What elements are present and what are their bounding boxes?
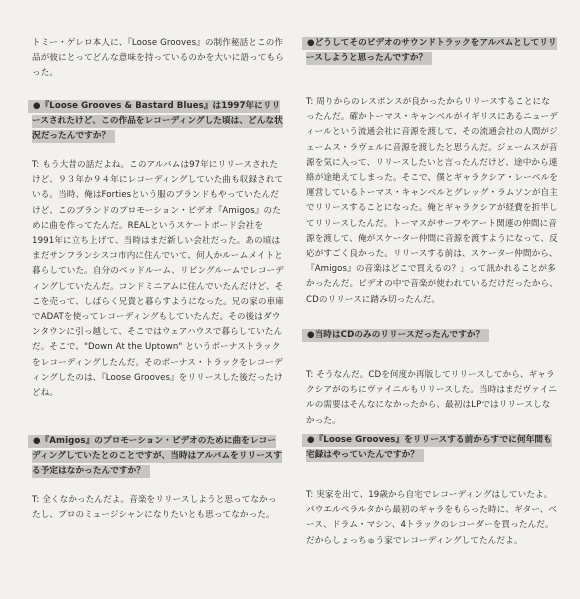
answer-4: T: そうなんだ。CDを何度か再版してリリースしてから、ギャラクシアがのちにヴァイニルもリリースした。当時はまだヴァイニルの需要はそんなになかったから、最初はLPではリリースしなかった。 bbox=[306, 370, 557, 426]
question-1-text: ●『Loose Grooves & Bastard Blues』は1997年にリリースされたけど、この作品をレコーディングした頃は、どんな状況だったんですか？ bbox=[28, 100, 283, 143]
answer-5: T: 実家を出て、19歳から自宅でレコーディングはしていたよ。パウエルペラルタから最初のギャラをもらった時に、ギター、ベース、ドラム・マシン、4トラックのレコーダーを買ったんだ。だからしょっちゅう家でレコーディングしてたんだよ。 bbox=[306, 490, 558, 546]
question-1 bbox=[32, 99, 284, 145]
answer-1: T: もう大昔の話だよね。このアルバムは97年にリリースされたけど、９３年か９４年にレコーディングしていた曲も収録されている。当時、俺はFortiesという服のブランドもやっていたんだけど、このブランドのプロモーション・ビデオ『Amigos』のために曲を作ってたんだ。REALというスケートボード会社を1991年に立ち上げて、当時はまだ新しい会社だった。あの頃はまだサンフランシスコ市内に住んでいて、何人かルームメイトと暮らしていた。自分のベッドルーム、リビングルームでレコーディングしていたんだ。コンドミニアムに住んでいたんだけど、そこを売って、しばらく兄貴と暮らすようになった。兄の家の車庫でADATを使ってレコーディングもしていたんだ。その後はダウンタウンに引っ越して、そこではウェアハウスで暮らしていたんだ。そこで、"Down At the Uptown" というボーナストラックをレコーディングしたんだ。そのボーナス・トラックをレコーディングしたのは、『Loose Grooves』をリリースした後だったけどね。 bbox=[32, 160, 284, 399]
question-3 bbox=[306, 36, 558, 66]
question-4 bbox=[306, 328, 489, 343]
question-4-text: ●当時はCDのみのリリースだったんですか？ bbox=[302, 329, 489, 342]
question-2-text: ●『Amigos』のプロモーション・ビデオのために曲をレコーディングしていたとのことですが、当時はアルバムをリリースする予定はなかったんですか？ bbox=[28, 435, 282, 478]
answer-3: T: 周りからのレスポンスが良かったからリリースすることになったんだ。確かトーマス・キャンベルがイギリスにあるニューディールという流通会社に音源を渡して、その流通会社の人間がジェームス・ラヴェルに音源を渡したと思うんだ。ジェームスが音源を気に入って、リリースしたいと言ったんだけど、途中から連絡が途絶えてしまった。そこで、僕とギャラクシア・レーベルを運営しているトーマス・キャンベルとグレッグ・ラムソンが自主でリリースすることになった。俺とギャラクシアが経費を折半してリリースしたんだ。トーマスがサーフやアート関連の仲間に音源を渡して、俺がスケーター仲間に音源を渡すようになって、反応がすごく良かった。リリースする前は、スケーター仲間から、『Amigos』の音楽はどこで買えるの？」って訊かれることが多かったんだ。ビデオの中で音楽が使われているだけだったから、CDのリリースに踏み切ったんだ。 bbox=[306, 97, 558, 305]
question-5 bbox=[306, 433, 558, 463]
question-2 bbox=[32, 434, 284, 480]
answer-2: T: 全くなかったんだよ。音楽をリリースしようと思ってなかったし、プロのミュージシャンになりたいとも思ってなかった。 bbox=[32, 495, 277, 521]
question-5-text: ●『Loose Grooves』をリリースする前からすでに何年間も宅録はやっていたんですか？ bbox=[302, 434, 552, 462]
question-3-text: ●どうしてそのビデオのサウンドトラックをアルバムとしてリリースしようと思ったんですか？ bbox=[302, 37, 557, 65]
intro-paragraph: トミー・ゲレロ本人に、『Loose Grooves』の制作秘話とこの作品が彼にとってどんな意味を持っているのかを大いに語ってもらった。 bbox=[32, 38, 284, 79]
